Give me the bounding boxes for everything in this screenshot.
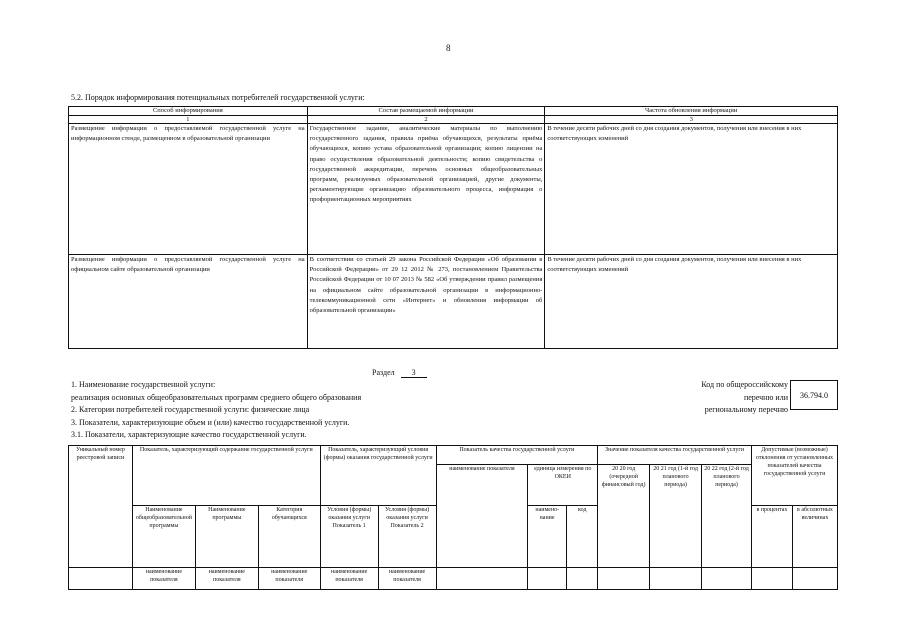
row-method: Размещение информации о предоставляемой государственной услуге на официальном сайте образовательной организации <box>69 255 308 349</box>
header-condition-2: Условия (формы) оказания услуги Показатель 2 <box>378 506 436 568</box>
header-year-1: 20 20 год (очередной финансовый год) <box>598 465 650 568</box>
service-name-label: 1. Наименование государственной услуги: <box>71 380 216 389</box>
kod-label: региональному перечню <box>704 405 788 414</box>
razdel-number: 3 <box>401 368 427 378</box>
header-unit-code: код <box>567 506 598 568</box>
header-condition-1: Условия (формы) оказания услуги Показатель 1 <box>320 506 378 568</box>
razdel-heading <box>372 368 427 378</box>
header-content: Состав размещаемой информации <box>307 107 545 116</box>
header-conditions-indicator: Показатель, характеризующий условия (формы) оказания государственной услуги <box>320 446 436 506</box>
col-number: 1 <box>69 116 308 124</box>
header-deviation: Допустимые (возможные) отклонения от установленных показателей качества государственной услуги <box>751 446 837 506</box>
header-unique-number: Уникальный номер реестровой записи <box>69 446 133 568</box>
footer-indicator-name: наименование показателя <box>320 568 378 590</box>
page-number: 8 <box>446 43 451 53</box>
header-quality-indicator: Показатель качества государственной услуги <box>436 446 598 465</box>
cell-empty <box>436 568 528 590</box>
header-content-indicator: Показатель, характеризующий содержание государственной услуги <box>132 446 320 506</box>
row-frequency: В течение десяти рабочих дней со дня создания документов, получения или внесения в них соответствующих изменений <box>545 124 838 255</box>
header-program-name: Наименование общеобразовательной программы <box>132 506 195 568</box>
cell-empty <box>69 568 133 590</box>
header-student-category: Категория обучающихся <box>258 506 320 568</box>
footer-indicator-name: наименование показателя <box>378 568 436 590</box>
cell-empty <box>650 568 702 590</box>
header-frequency: Частота обновления информации <box>545 107 838 116</box>
header-dev-absolute: в абсолютных величинах <box>792 506 837 568</box>
cell-empty <box>598 568 650 590</box>
header-indicator-name: наименование показателя <box>436 465 528 568</box>
cell-empty <box>528 568 567 590</box>
footer-indicator-name: наименование показателя <box>132 568 195 590</box>
row-content: Государственное задание, аналитические материалы по выполнению государственного задания, правила приёма обучающихся, результаты приёма обучающихся, копию устава образовательной организации; копию лицензии на право осуществления образовательной деятельности; копию свидетельства о государственной аккредитации, перечень основных общеобразовательных программ, реализуемых образовательной организацией, другие документы, регламентирующие организацию образовательного процесса, информация о профориентационных мероприятиях <box>307 124 545 255</box>
razdel-label: Раздел <box>372 368 395 377</box>
header-year-2: 20 21 год (1-й год планового периода) <box>650 465 702 568</box>
cell-empty <box>792 568 837 590</box>
row-frequency: В течение десяти рабочих дней со дня создания документов, получения или внесения в них соответствующих изменений <box>545 255 838 349</box>
col-number: 3 <box>545 116 838 124</box>
header-program: Наименование программы <box>195 506 258 568</box>
header-unit-name: наимено-вание <box>528 506 567 568</box>
consumer-category: 2. Категории потребителей государственной услуги: физические лица <box>71 405 310 414</box>
header-method: Способ информирования <box>69 107 308 116</box>
kod-label: перечню или <box>743 393 788 402</box>
kod-label: Код по общероссийскому <box>701 380 788 389</box>
informing-table <box>68 106 838 349</box>
section-title: 5.2. Порядок информирования потенциальных потребителей государственной услуги: <box>71 93 365 102</box>
row-content: В соответствии со статьей 29 закона Российской Федерации «Об образовании в Российской Федерации» от 29 12 2012 № 273, постановлением Правительства Российской Федерации от 10 07 2013 № 582 «Об утверждении правил размещения на официальном сайте образовательной организации в информационно-телекоммуникационной сети «Интернет» и обновления информации об образовательной организации» <box>307 255 545 349</box>
kod-value-box: 36.794.0 <box>790 380 838 410</box>
footer-indicator-name: наименование показателя <box>258 568 320 590</box>
header-year-3: 20 22 год (2-й год планового периода) <box>702 465 752 568</box>
service-name: реализация основных общеобразовательных программ среднего общего образования <box>71 393 362 402</box>
header-value: Значение показателя качества государственной услуги <box>598 446 752 465</box>
cell-empty <box>751 568 792 590</box>
indicators-heading: 3. Показатели, характеризующие объем и (или) качество государственной услуги. <box>71 418 350 427</box>
cell-empty <box>567 568 598 590</box>
header-dev-percent: в процентах <box>751 506 792 568</box>
col-number: 2 <box>307 116 545 124</box>
quality-table <box>68 445 838 590</box>
footer-indicator-name: наименование показателя <box>195 568 258 590</box>
header-unit: единица измерения по ОКЕИ <box>528 465 598 506</box>
row-method: Размещение информации о предоставляемой государственной услуге на информационном стенде, размещенном в образовательной организации <box>69 124 308 255</box>
cell-empty <box>702 568 752 590</box>
quality-heading: 3.1. Показатели, характеризующие качество государственной услуги. <box>71 430 307 439</box>
